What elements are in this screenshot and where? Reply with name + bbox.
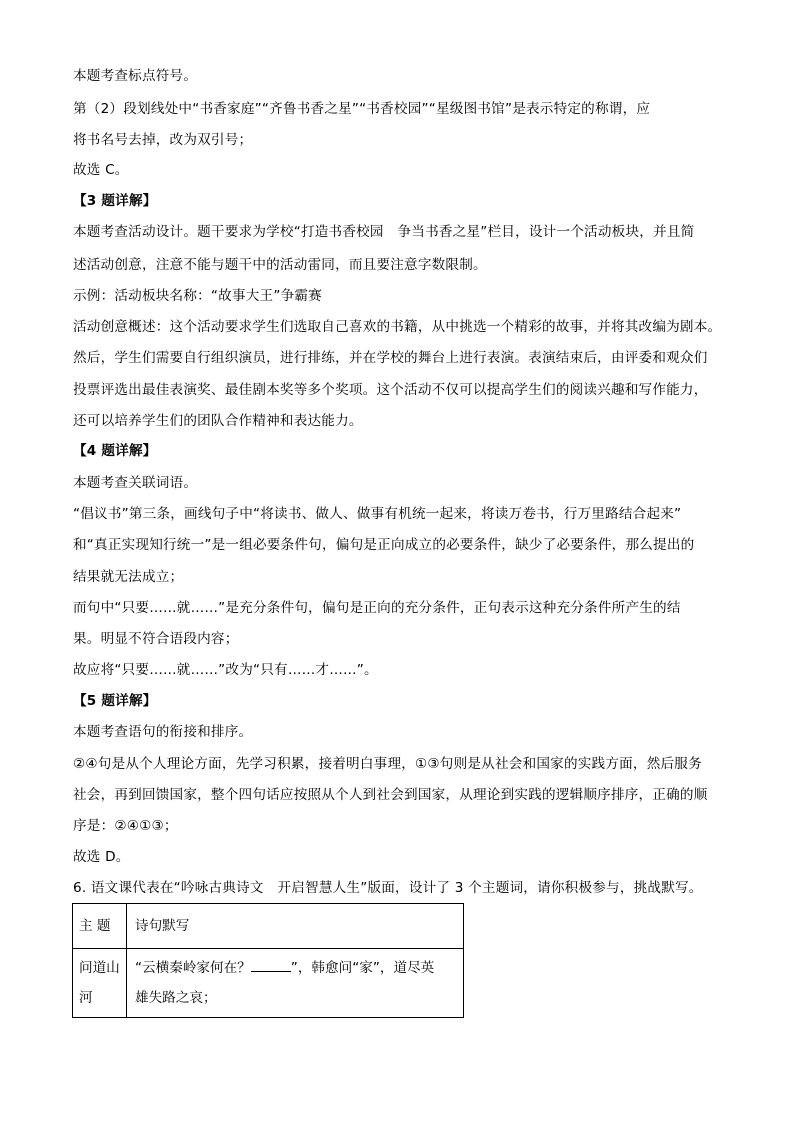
text-line: 社会，再到回馈国家，整个四句话应按照从个人到社会到国家，从理论到实践的逻辑顺序排序，正确的顺 [73, 787, 708, 803]
text-line: ②④句是从个人理论方面，先学习积累，接着明白事理，①③句则是从社会和国家的实践方面，然后服务 [73, 756, 702, 772]
section-heading: 【3 题详解】 [73, 193, 157, 209]
table-header-row [73, 904, 464, 949]
text-line: 活动创意概述：这个活动要求学生们选取自己喜欢的书籍，从中挑选一个精彩的故事，并将其改编为剧本。 [73, 319, 722, 335]
text-line: 故选 C。 [73, 162, 129, 178]
text-line: 果。明显不符合语段内容； [73, 631, 239, 647]
task-text-before: “云横秦岭家何在？ [135, 960, 251, 976]
text-line: 示例：活动板块名称：“故事大王”争霸赛 [73, 288, 322, 304]
row-theme-line: 河 [79, 990, 93, 1006]
task-text-after: ”，韩愈问“家”，道尽英 [290, 960, 435, 976]
row-task-line: 雄失路之哀； [135, 990, 217, 1006]
text-line: 将书名号去掉，改为双引号； [73, 132, 253, 148]
question-line: 6. 语文课代表在“吟咏古典诗文 开启智慧人生”版面，设计了 3 个主题词，请你积极参与，挑战默写。 [73, 880, 703, 896]
text-line: 本题考查语句的衔接和排序。 [73, 724, 253, 740]
poem-table [72, 903, 464, 1018]
text-line: 本题考查活动设计。题干要求为学校“打造书香校园 争当书香之星”栏目，设计一个活动板块，并且简 [73, 224, 695, 240]
text-line: 故应将“只要……就……”改为“只有……才……”。 [73, 662, 378, 678]
text-line: 然后，学生们需要自行组织演员，进行排练，并在学校的舞台上进行表演。表演结束后，由评委和观众们 [73, 350, 708, 366]
text-line: 还可以培养学生们的团队合作精神和表达能力。 [73, 413, 363, 429]
text-line: 本题考查标点符号。 [73, 68, 198, 84]
text-line: 结果就无法成立； [73, 569, 184, 585]
text-line: 序是：②④①③； [73, 818, 178, 834]
row-task [127, 949, 464, 1018]
text-line: 第（2）段划线处中“书香家庭”“齐鲁书香之星”“书香校园”“星级图书馆”是表示特定的称谓，应 [73, 101, 651, 117]
row-theme [73, 949, 127, 1018]
text-line: 而句中“只要……就……”是充分条件句，偏句是正向的充分条件，正句表示这种充分条件所产生的结 [73, 600, 681, 616]
table-row [73, 949, 464, 1018]
text-line: 投票评选出最佳表演奖、最佳剧本奖等多个奖项。这个活动不仅可以提高学生们的阅读兴趣和写作能力， [73, 382, 708, 398]
text-line: “倡议书”第三条，画线句子中“将读书、做人、做事有机统一起来，将读万卷书，行万里路结合起来” [73, 506, 682, 522]
row-theme-line: 问道山 [79, 960, 120, 976]
row-task-line [135, 953, 455, 983]
section-heading: 【5 题详解】 [73, 693, 157, 709]
header-task: 诗句默写 [127, 904, 464, 949]
answer-blank[interactable] [251, 957, 291, 972]
section-heading: 【4 题详解】 [73, 443, 157, 459]
text-line: 和“真正实现知行统一”是一组必要条件句，偏句是正向成立的必要条件，缺少了必要条件，那么提出的 [73, 537, 695, 553]
text-line: 故选 D。 [73, 849, 130, 865]
header-theme: 主 题 [73, 904, 127, 949]
text-line: 本题考查关联词语。 [73, 475, 198, 491]
text-line: 述活动创意，注意不能与题干中的活动雷同，而且要注意字数限制。 [73, 257, 487, 273]
